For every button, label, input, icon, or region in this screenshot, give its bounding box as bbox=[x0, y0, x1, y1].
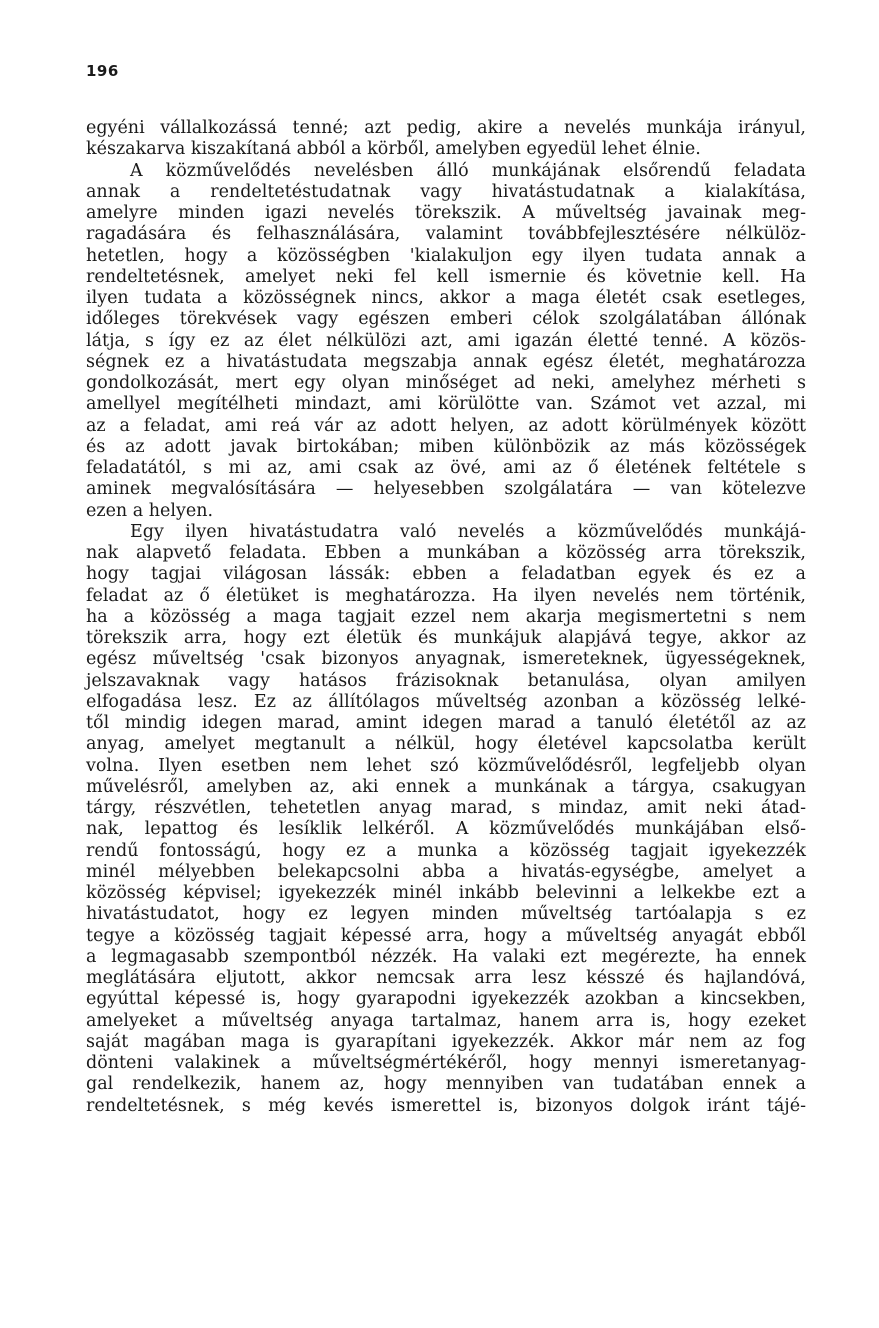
text-line: amelyre minden igazi nevelés törekszik. A műveltség javainak meg- bbox=[86, 203, 806, 223]
text-line: annak a rendeltetéstudatnak vagy hivatástudatnak a kialakítása, bbox=[86, 181, 806, 202]
text-line: közösség képvisel; igyekezzék minél inkább belevinni a lelkekbe ezt a bbox=[86, 883, 806, 903]
text-line: ségnek ez a hivatástudata megszabja annak egész életét, meghatározza bbox=[86, 351, 806, 372]
text-line: egész műveltség 'csak bizonyos anyagnak, ismereteknek, ügyességeknek, bbox=[86, 649, 806, 670]
text-line: A közművelődés nevelésben álló munkájának elsőrendű feladata bbox=[130, 160, 806, 181]
text-line: amellyel megítélheti mindazt, ami körülötte van. Számot vet azzal, mi bbox=[86, 394, 806, 415]
text-line: ezen a helyen. bbox=[86, 500, 214, 521]
body-text bbox=[86, 118, 806, 1117]
text-line: ha a közösség a maga tagjait ezzel nem akarja megismertetni s nem bbox=[86, 606, 806, 627]
text-line: ilyen tudata a közösségnek nincs, akkor a maga életét csak esetleges, bbox=[86, 288, 806, 308]
text-line: egyéni vállalkozássá tenné; azt pedig, akire a nevelés munkája irányul, bbox=[86, 118, 806, 138]
text-line: saját magában maga is gyarapítani igyekezzék. Akkor már nem az fog bbox=[86, 1031, 806, 1052]
text-line: időleges törekvések vagy egészen emberi célok szolgálatában állónak bbox=[86, 309, 806, 330]
text-line: törekszik arra, hogy ezt életük és munkájuk alapjává tegye, akkor az bbox=[86, 628, 806, 648]
text-line: az a feladat, ami reá vár az adott helyen, az adott körülmények között bbox=[86, 415, 806, 436]
text-line: feladat az ő életüket is meghatározza. Ha ilyen nevelés nem történik, bbox=[86, 585, 806, 606]
text-line: rendeltetésnek, amelyet neki fel kell ismernie és követnie kell. Ha bbox=[86, 266, 806, 287]
text-line: hogy tagjai világosan lássák: ebben a feladatban egyek és ez a bbox=[86, 564, 806, 585]
text-line: minél mélyebben belekapcsolni abba a hivatás-egységbe, amelyet a bbox=[86, 861, 806, 882]
text-line: rendű fontosságú, hogy ez a munka a közösség tagjait igyekezzék bbox=[86, 840, 806, 861]
text-line: tárgy, részvétlen, tehetetlen anyag marad, s mindaz, amit neki átad- bbox=[86, 798, 806, 818]
text-line: ragadására és felhasználására, valamint továbbfejlesztésére nélkülöz- bbox=[86, 224, 806, 245]
text-line: volna. Ilyen esetben nem lehet szó közművelődésről, legfeljebb olyan bbox=[86, 755, 806, 776]
text-line: művelésről, amelyben az, aki ennek a munkának a tárgya, csakugyan bbox=[86, 776, 806, 797]
text-line: gal rendelkezik, hanem az, hogy mennyiben van tudatában ennek a bbox=[86, 1074, 806, 1095]
text-line: feladatától, s mi az, ami csak az övé, ami az ő életének feltétele s bbox=[86, 458, 806, 478]
text-line: tegye a közösség tagjait képessé arra, hogy a műveltség anyagát ebből bbox=[86, 925, 806, 946]
text-line: től mindig idegen marad, amint idegen marad a tanuló életétől az az bbox=[86, 713, 806, 733]
text-line: hetetlen, hogy a közösségben 'kialakuljon egy ilyen tudata annak a bbox=[86, 245, 806, 266]
text-line: hivatástudatot, hogy ez legyen minden műveltség tartóalapja s ez bbox=[86, 904, 806, 925]
text-line: meglátására eljutott, akkor nemcsak arra lesz késszé és hajlandóvá, bbox=[86, 968, 806, 988]
text-line: jelszavaknak vagy hatásos frázisoknak betanulása, olyan amilyen bbox=[86, 670, 806, 691]
text-line: dönteni valakinek a műveltségmértékéről, hogy mennyi ismeretanyag- bbox=[86, 1053, 806, 1073]
text-line: készakarva kiszakítaná abból a körből, amelyben egyedül lehet élnie. bbox=[86, 139, 701, 160]
text-line: elfogadása lesz. Ez az állítólagos műveltség azonban a közösség lelké- bbox=[86, 691, 806, 712]
text-line: látja, s így ez az élet nélkülözi azt, ami igazán életté tenné. A közös- bbox=[86, 330, 806, 351]
text-line: a legmagasabb szempontból nézzék. Ha valaki ezt megérezte, ha ennek bbox=[86, 946, 806, 967]
text-line: nak, lepattog és lesíklik lelkéről. A közművelődés munkájában első- bbox=[86, 819, 806, 840]
text-line: nak alapvető feladata. Ebben a munkában a közösség arra törekszik, bbox=[86, 543, 806, 563]
text-line: egyúttal képessé is, hogy gyarapodni igyekezzék azokban a kincsekben, bbox=[86, 989, 806, 1010]
text-line: anyag, amelyet megtanult a nélkül, hogy életével kapcsolatba került bbox=[86, 734, 806, 755]
text-line: rendeltetésnek, s még kevés ismerettel is, bizonyos dolgok iránt tájé- bbox=[86, 1095, 806, 1116]
page-number: 196 bbox=[86, 62, 119, 80]
text-line: gondolkozását, mert egy olyan minőséget ad neki, amelyhez mérheti s bbox=[86, 373, 806, 393]
text-line: Egy ilyen hivatástudatra való nevelés a közművelődés munkájá- bbox=[130, 521, 806, 542]
text-line: amelyeket a műveltség anyaga tartalmaz, hanem arra is, hogy ezeket bbox=[86, 1010, 806, 1031]
text-line: aminek megvalósítására — helyesebben szolgálatára — van kötelezve bbox=[86, 479, 806, 500]
text-line: és az adott javak birtokában; miben különbözik az más közösségek bbox=[86, 436, 806, 457]
